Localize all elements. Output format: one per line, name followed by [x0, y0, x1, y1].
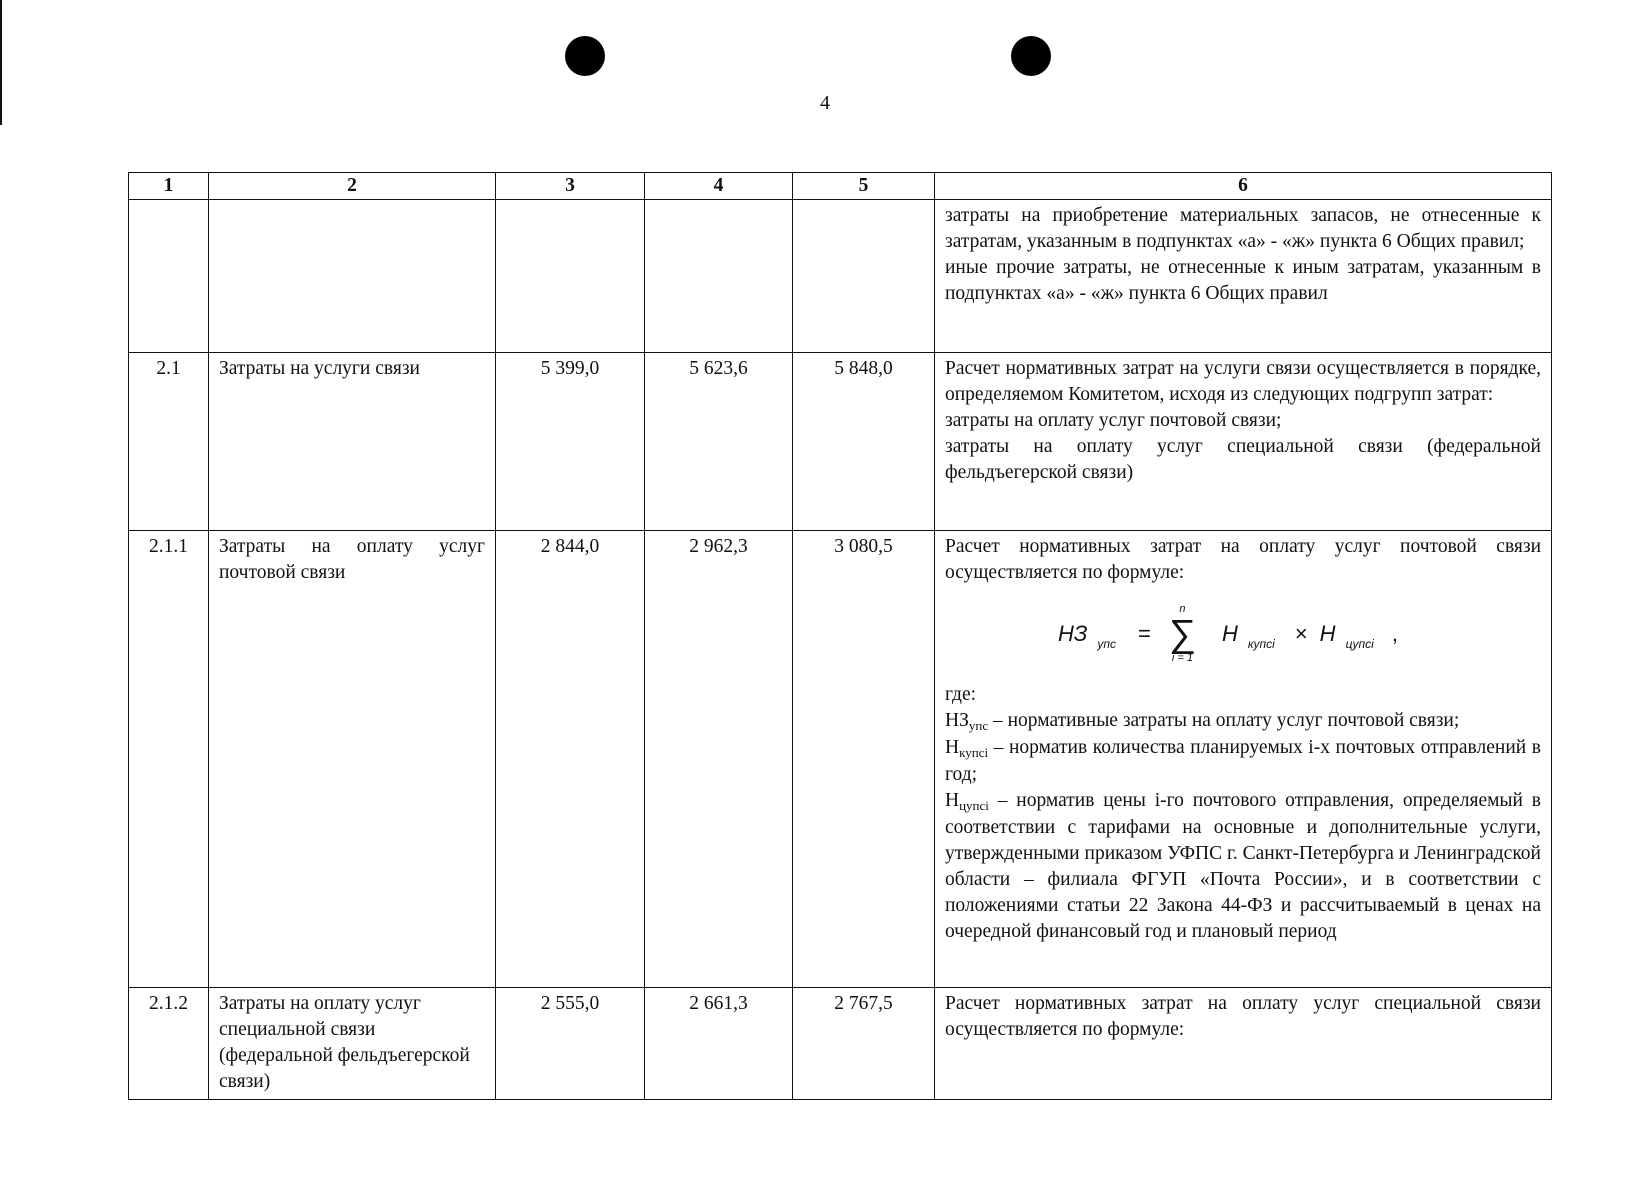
table-row [129, 353, 1552, 531]
header-col-5: 5 [793, 173, 935, 200]
def-text: – нормативные затраты на оплату услуг почтовой связи; [988, 710, 1460, 731]
row-name [209, 200, 496, 353]
header-row [129, 173, 1552, 200]
row-number: 2.1 [129, 353, 209, 531]
page-number: 4 [820, 92, 830, 114]
desc-paragraph: Расчет нормативных затрат на услуги связи осуществляется в порядке, определяемом Комитетом, исходя из следующих подгрупп затрат: [945, 358, 1541, 405]
formula-term-2: Н [1319, 621, 1336, 646]
punch-hole-left [565, 36, 605, 76]
def-text: – норматив количества планируемых i-х почтовых отправлений в год; [945, 737, 1541, 785]
table-row [129, 531, 1552, 988]
sigma-icon: ∑ [1168, 613, 1196, 655]
definition-item [945, 788, 1541, 945]
postal-cost-formula [915, 586, 1541, 682]
formula-lhs: НЗ [1058, 621, 1088, 646]
desc-paragraph: затраты на оплату услуг специальной связи (федеральной фельдъегерской связи) [945, 436, 1541, 483]
formula-lhs-subscript: упс [1097, 637, 1117, 651]
summation-symbol [1169, 604, 1196, 664]
formula-term-1: Н [1221, 621, 1238, 646]
row-description [935, 988, 1552, 1100]
row-name: Затраты на оплату услуг специальной связи (федеральной фельдъегерской связи) [209, 988, 496, 1100]
row-number: 2.1.2 [129, 988, 209, 1100]
row-value-col5: 3 080,5 [793, 531, 935, 988]
row-value-col3: 5 399,0 [496, 353, 645, 531]
punch-hole-right [1011, 36, 1051, 76]
header-col-2: 2 [209, 173, 496, 200]
header-col-6: 6 [935, 173, 1552, 200]
row-description [935, 531, 1552, 988]
desc-intro: Расчет нормативных затрат на оплату услуг почтовой связи осуществляется по формуле: [945, 536, 1541, 583]
definition-item [945, 735, 1541, 788]
row-description [935, 353, 1552, 531]
desc-paragraph: Расчет нормативных затрат на оплату услуг специальной связи осуществляется по формуле: [945, 993, 1541, 1040]
definition-item [945, 708, 1541, 735]
table-row [129, 200, 1552, 353]
row-value-col3: 2 555,0 [496, 988, 645, 1100]
def-symbol: Н [945, 737, 960, 758]
header-col-4: 4 [645, 173, 793, 200]
desc-paragraph: затраты на приобретение материальных запасов, не отнесенные к затратам, указанным в подпунктах «а» - «ж» пункта 6 Общих правил; [945, 205, 1541, 252]
desc-paragraph: иные прочие затраты, не отнесенные к иным затратам, указанным в подпунктах «а» - «ж» пункта 6 Общих правил [945, 257, 1541, 304]
sum-lower-limit: i = 1 [1171, 652, 1193, 664]
row-value-col4: 5 623,6 [645, 353, 793, 531]
cost-norms-table [128, 172, 1552, 1100]
row-number [129, 200, 209, 353]
table-row [129, 988, 1552, 1100]
row-name: Затраты на услуги связи [209, 353, 496, 531]
def-text: – норматив цены i-го почтового отправления, определяемый в соответствии с тарифами на основные и дополнительные услуги, утвержденными приказом УФПС г. Санкт-Петербурга и Ленинградской области – филиала ФГУП «Почта России», и в соответствии с положениями статьи 22 Закона 44-ФЗ и рассчитываемый в ценах на очередной финансовый год и плановый период [945, 790, 1541, 942]
row-number: 2.1.1 [129, 531, 209, 988]
formula-comma: , [1391, 621, 1398, 646]
row-value-col4: 2 962,3 [645, 531, 793, 988]
formula-times: × [1294, 621, 1308, 646]
formula-term-2-subscript: цупсi [1345, 637, 1374, 651]
header-col-3: 3 [496, 173, 645, 200]
row-value-col4: 2 661,3 [645, 988, 793, 1100]
row-value-col5: 5 848,0 [793, 353, 935, 531]
row-name: Затраты на оплату услуг почтовой связи [209, 531, 496, 988]
row-value-col3 [496, 200, 645, 353]
where-label: где: [945, 684, 977, 705]
desc-paragraph: затраты на оплату услуг почтовой связи; [945, 410, 1282, 431]
formula-term-1-subscript: купсi [1247, 637, 1275, 651]
row-value-col5: 2 767,5 [793, 988, 935, 1100]
row-description [935, 200, 1552, 353]
def-symbol: Н [945, 790, 960, 811]
sum-upper-limit: n [1179, 603, 1186, 615]
def-symbol: НЗ [945, 710, 969, 731]
def-symbol-subscript: цупсi [959, 798, 989, 813]
scan-edge-mark [0, 0, 2, 125]
formula-equals: = [1138, 621, 1151, 646]
row-value-col4 [645, 200, 793, 353]
row-value-col3: 2 844,0 [496, 531, 645, 988]
def-symbol-subscript: купсi [959, 745, 989, 760]
header-col-1: 1 [129, 173, 209, 200]
row-value-col5 [793, 200, 935, 353]
def-symbol-subscript: упс [968, 718, 989, 733]
